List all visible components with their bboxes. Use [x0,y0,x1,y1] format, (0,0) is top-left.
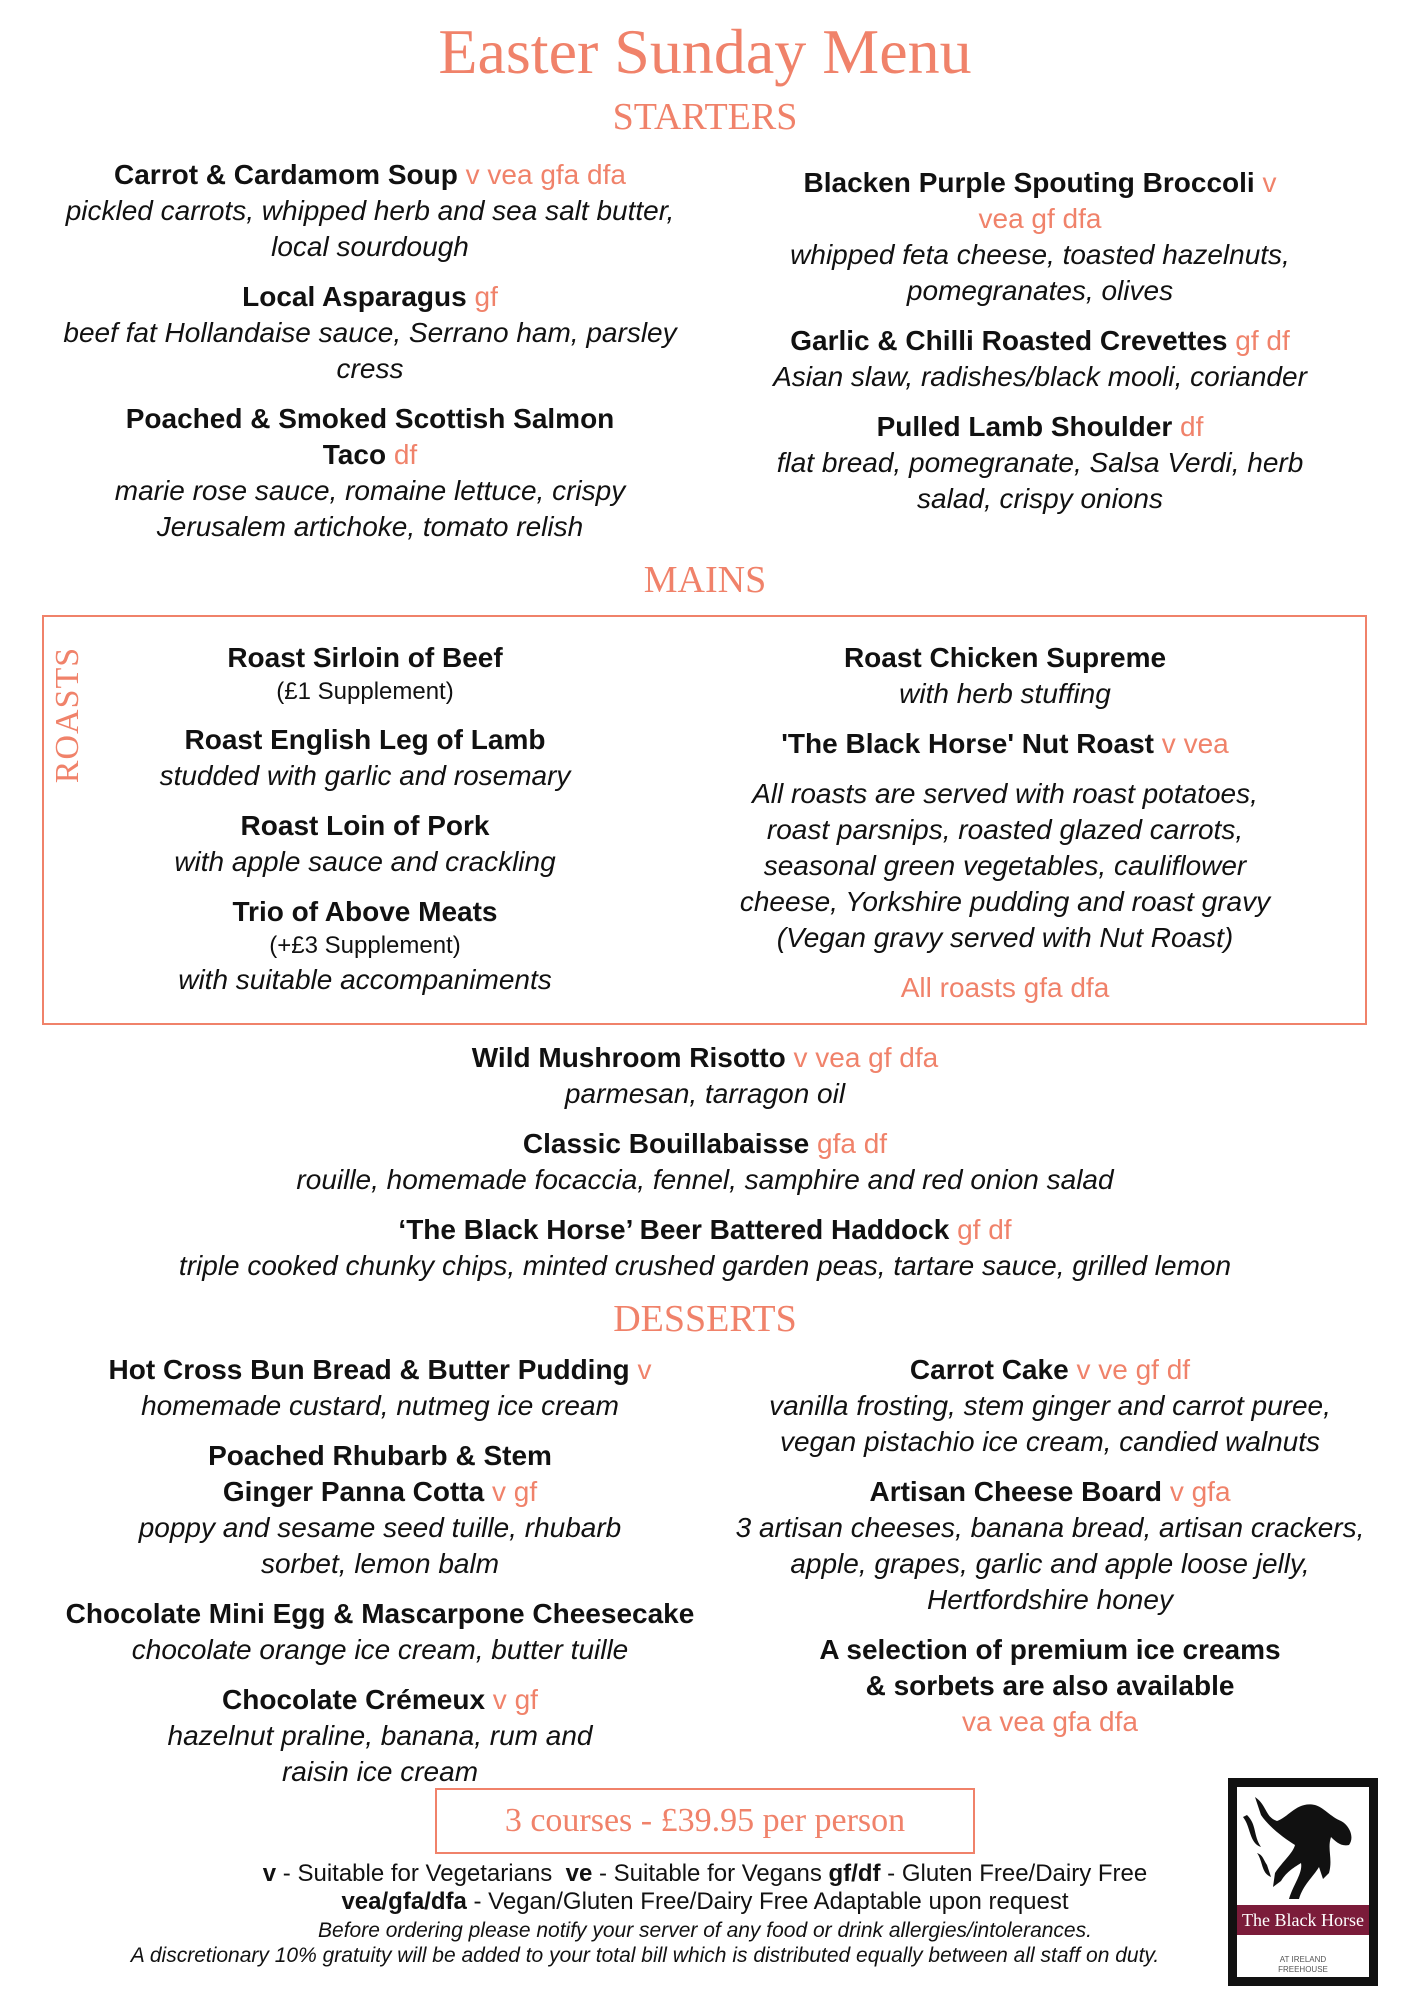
roasts-note: All roasts are served with roast potatoes, roast parsnips, roasted glazed carrots, seasonal green vegetables, cauliflower cheese, Yorkshire pudding and roast gravy (Vegan gravy served with Nut Roast) [739,778,1271,953]
dietary-tags: v [637,1354,652,1385]
starters-left-column [60,157,680,559]
item-description: marie rose sauce, romaine lettuce, crispy Jerusalem artichoke, tomato relish [114,475,626,542]
menu-item [30,1596,730,1668]
dietary-tags: v vea gf dfa [793,1042,939,1073]
legend-text: - Vegan/Gluten Free/Dairy Free Adaptable upon request [473,1888,1069,1915]
menu-item [100,640,630,708]
menu-item [100,1212,1310,1284]
dietary-tags: gf df [1235,325,1290,356]
supplement: (£1 Supplement) [276,678,454,705]
menu-item [30,1682,730,1790]
item-name: Pulled Lamb Shoulder [876,411,1173,442]
dietary-tags: v ve gf df [1076,1354,1191,1385]
roasts-label: ROASTS [49,646,86,784]
item-name: Poached Rhubarb & Stem Ginger Panna Cotta [208,1440,552,1507]
legend-text: - Suitable for Vegans [599,1860,822,1887]
dietary-tags: v vea gfa dfa [465,159,626,190]
dietary-tags: v vea gf dfa [978,167,1277,234]
item-name: Poached & Smoked Scottish Salmon Taco [125,403,615,470]
dietary-tags: gf df [957,1214,1012,1245]
legend-text: - Suitable for Vegetarians [282,1860,553,1887]
gratuity-note: A discretionary 10% gratuity will be added to your total bill which is distributed equally between all staff on duty. [130,1944,1160,1967]
dietary-tags: df [393,439,418,470]
item-description: rouille, homemade focaccia, fennel, samphire and red onion salad [296,1164,1114,1195]
legend-key: ve [565,1860,593,1887]
item-name: Artisan Cheese Board [869,1476,1163,1507]
item-name: Carrot & Cardamom Soup [114,159,458,190]
dietary-legend-line-1 [0,1860,1410,1888]
dietary-legend-line-2 [0,1888,1410,1916]
menu-item [700,726,1310,762]
menu-item [100,808,630,880]
menu-item [730,1352,1370,1460]
legend-text: - Gluten Free/Dairy Free [887,1860,1148,1887]
item-description: homemade custard, nutmeg ice cream [141,1390,619,1421]
dietary-tags: v vea [1161,728,1229,759]
item-description: with suitable accompaniments [178,964,552,995]
menu-item [60,279,680,387]
menu-item [100,894,630,998]
item-description: parmesan, tarragon oil [564,1078,846,1109]
dietary-tags: df [1180,411,1204,442]
menu-item [700,640,1310,712]
menu-item [740,165,1340,309]
item-name: Carrot Cake [909,1354,1069,1385]
item-name: Roast Chicken Supreme [843,642,1167,673]
menu-item [730,1474,1370,1618]
item-name: Wild Mushroom Risotto [471,1042,786,1073]
dietary-tags: v gfa [1169,1476,1231,1507]
ice-cream-line-1: A selection of premium ice creams [819,1634,1281,1665]
item-description: studded with garlic and rosemary [159,760,571,791]
ice-cream-line-2: & sorbets are also available [865,1670,1235,1701]
item-description: whipped feta cheese, toasted hazelnuts, pomegranates, olives [790,239,1290,306]
item-name: Roast English Leg of Lamb [184,724,546,755]
menu-title: Easter Sunday Menu [438,16,972,87]
item-name: Trio of Above Meats [232,896,498,927]
item-description: triple cooked chunky chips, minted crushed garden peas, tartare sauce, grilled lemon [178,1250,1232,1281]
menu-item [60,157,680,265]
menu-item [100,1040,1310,1112]
item-name: Chocolate Mini Egg & Mascarpone Cheesecake [65,1598,695,1629]
desserts-left-column [30,1352,730,1804]
desserts-heading: DESSERTS [613,1298,797,1340]
menu-item [100,1126,1310,1198]
item-name: Local Asparagus [242,281,467,312]
logo-subtitle: AT IRELAND [1279,1955,1327,1964]
item-name: Garlic & Chilli Roasted Crevettes [790,325,1228,356]
item-description: with herb stuffing [899,678,1111,709]
menu-item [740,409,1340,517]
ice-cream-note [730,1632,1370,1740]
dietary-tags: gfa df [817,1128,888,1159]
ice-cream-tags: va vea gfa dfa [962,1706,1138,1737]
legend-key: gf/df [828,1860,881,1887]
legend-key: vea/gfa/dfa [341,1888,467,1915]
item-name: Hot Cross Bun Bread & Butter Pudding [108,1354,630,1385]
item-description: flat bread, pomegranate, Salsa Verdi, herb salad, crispy onions [776,447,1304,514]
black-horse-logo [1228,1778,1378,1986]
item-description: vanilla frosting, stem ginger and carrot puree, vegan pistachio ice cream, candied walnuts [769,1390,1331,1457]
starters-heading: STARTERS [612,96,798,138]
price-box: 3 courses - £39.95 per person [435,1788,975,1854]
logo-subtitle: FREEHOUSE [1278,1965,1328,1974]
item-name: Roast Loin of Pork [240,810,490,841]
menu-item [60,401,680,545]
item-name: 'The Black Horse' Nut Roast [781,728,1155,759]
item-description: poppy and sesame seed tuille, rhubarb sorbet, lemon balm [138,1512,622,1579]
item-name: Classic Bouillabaisse [522,1128,810,1159]
allergy-note: Before ordering please notify your server of any food or drink allergies/intolerances. [318,1919,1092,1942]
logo-name: The Black Horse [1237,1905,1369,1935]
menu-item [30,1438,730,1582]
roasts-left-column [100,640,630,1012]
mains-heading: MAINS [643,559,767,601]
item-description: pickled carrots, whipped herb and sea salt butter, local sourdough [65,195,675,262]
dietary-tags: gf [474,281,498,312]
roasts-right-column [700,640,1310,1006]
starters-right-column [740,165,1340,531]
legend-key: v [262,1860,277,1887]
roasts-dietary: All roasts gfa dfa [900,972,1110,1003]
dietary-tags: v gf [492,1684,538,1715]
horse-icon [1237,1787,1375,1905]
desserts-right-column [730,1352,1370,1754]
item-name: Blacken Purple Spouting Broccoli [803,167,1255,198]
menu-item [100,722,630,794]
supplement: (+£3 Supplement) [269,932,461,959]
dietary-tags: v gf [492,1476,538,1507]
item-description: Asian slaw, radishes/black mooli, coriander [773,361,1307,392]
other-mains [100,1040,1310,1298]
menu-item [740,323,1340,395]
item-name: Chocolate Crémeux [222,1684,486,1715]
item-name: ‘The Black Horse’ Beer Battered Haddock [398,1214,950,1245]
item-description: hazelnut praline, banana, rum and raisin ice cream [167,1720,593,1787]
item-name: Roast Sirloin of Beef [227,642,503,673]
item-description: beef fat Hollandaise sauce, Serrano ham, parsley cress [63,317,677,384]
item-description: with apple sauce and crackling [174,846,556,877]
item-description: 3 artisan cheeses, banana bread, artisan crackers, apple, grapes, garlic and apple loose jelly, Hertfordshire honey [735,1512,1365,1615]
menu-item [30,1352,730,1424]
item-description: chocolate orange ice cream, butter tuille [131,1634,629,1665]
